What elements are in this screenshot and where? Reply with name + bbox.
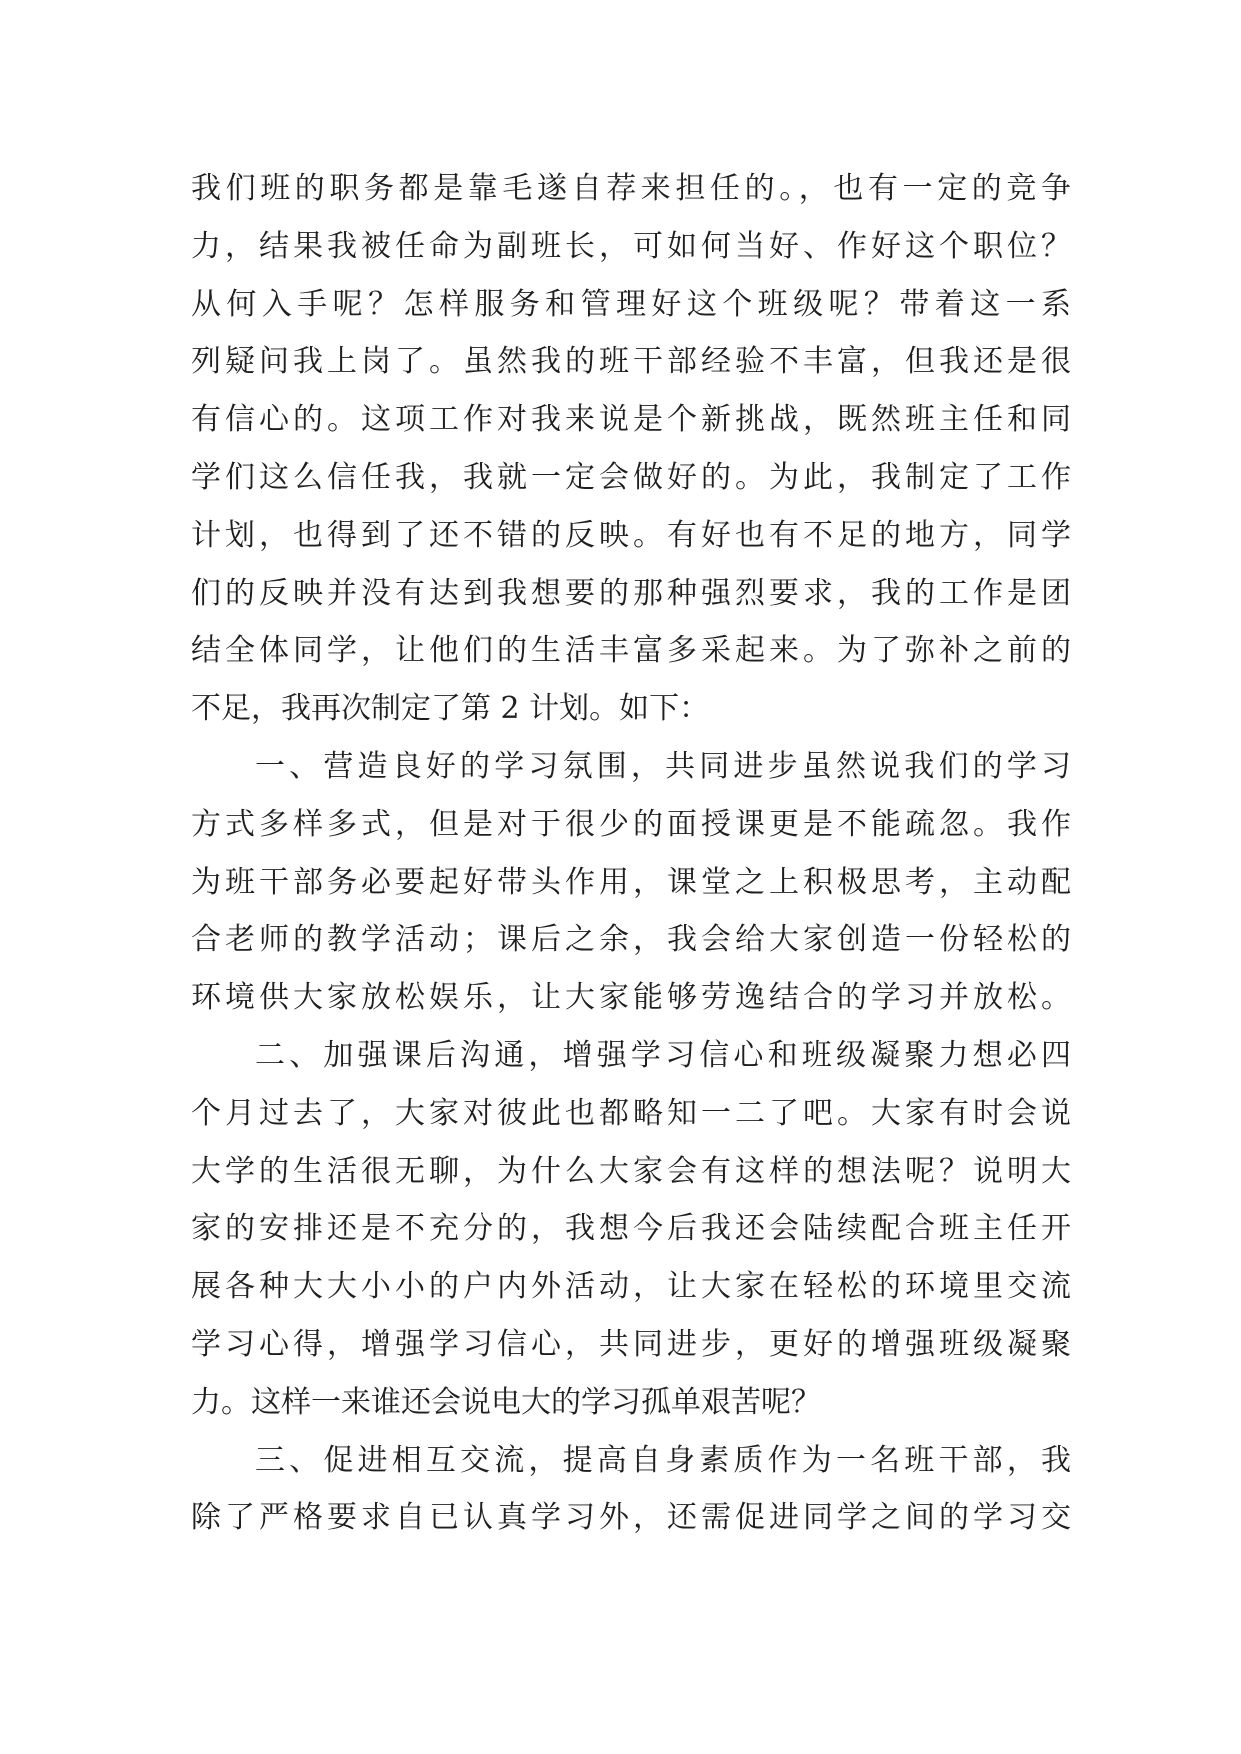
text-line: 展各种大大小小的户内外活动，让大家在轻松的环境里交流 xyxy=(191,1269,1071,1305)
text-line: 个月过去了，大家对彼此也都略知一二了吧。大家有时会说 xyxy=(191,1095,1071,1131)
text-line: 家的安排还是不充分的，我想今后我还会陆续配合班主任开 xyxy=(191,1211,1071,1247)
text-line: 环境供大家放松娱乐，让大家能够劳逸结合的学习并放松。 xyxy=(191,980,1071,1016)
text-line: 为班干部务必要起好带头作用，课堂之上积极思考，主动配 xyxy=(191,864,1071,900)
text-line: 不足，我再次制定了第 2 计划。如下： xyxy=(191,691,710,727)
text-line: 力，结果我被任命为副班长，可如何当好、作好这个职位？ xyxy=(191,228,1071,264)
text-line: 合老师的教学活动；课后之余，我会给大家创造一份轻松的 xyxy=(191,922,1071,958)
text-line: 列疑问我上岗了。虽然我的班干部经验不丰富，但我还是很 xyxy=(191,344,1071,380)
text-line: 二、加强课后沟通，增强学习信心和班级凝聚力想必四 xyxy=(255,1037,1071,1073)
text-line: 从何入手呢？怎样服务和管理好这个班级呢？带着这一系 xyxy=(191,286,1071,322)
text-line: 大学的生活很无聊，为什么大家会有这样的想法呢？说明大 xyxy=(191,1153,1071,1189)
text-line: 有信心的。这项工作对我来说是个新挑战，既然班主任和同 xyxy=(191,402,1071,438)
text-line: 除了严格要求自已认真学习外，还需促进同学之间的学习交 xyxy=(191,1500,1071,1536)
text-line: 我们班的职务都是靠毛遂自荐来担任的。，也有一定的竞争 xyxy=(191,171,1071,206)
text-line: 力。这样一来谁还会说电大的学习孤单艰苦呢？ xyxy=(191,1384,821,1420)
text-line: 方式多样多式，但是对于很少的面授课更是不能疏忽。我作 xyxy=(191,806,1071,842)
text-line: 们的反映并没有达到我想要的那种强烈要求，我的工作是团 xyxy=(191,575,1071,611)
text-line: 结全体同学，让他们的生活丰富多采起来。为了弥补之前的 xyxy=(191,633,1071,669)
text-line: 学习心得，增强学习信心，共同进步，更好的增强班级凝聚 xyxy=(191,1326,1071,1362)
text-line: 三、促进相互交流，提高自身素质作为一名班干部，我 xyxy=(255,1442,1071,1478)
text-line: 计划，也得到了还不错的反映。有好也有不足的地方，同学 xyxy=(191,517,1071,553)
document-body xyxy=(191,160,1071,1547)
text-line: 学们这么信任我，我就一定会做好的。为此，我制定了工作 xyxy=(191,459,1071,495)
text-line: 一、营造良好的学习氛围，共同进步虽然说我们的学习 xyxy=(255,748,1071,784)
